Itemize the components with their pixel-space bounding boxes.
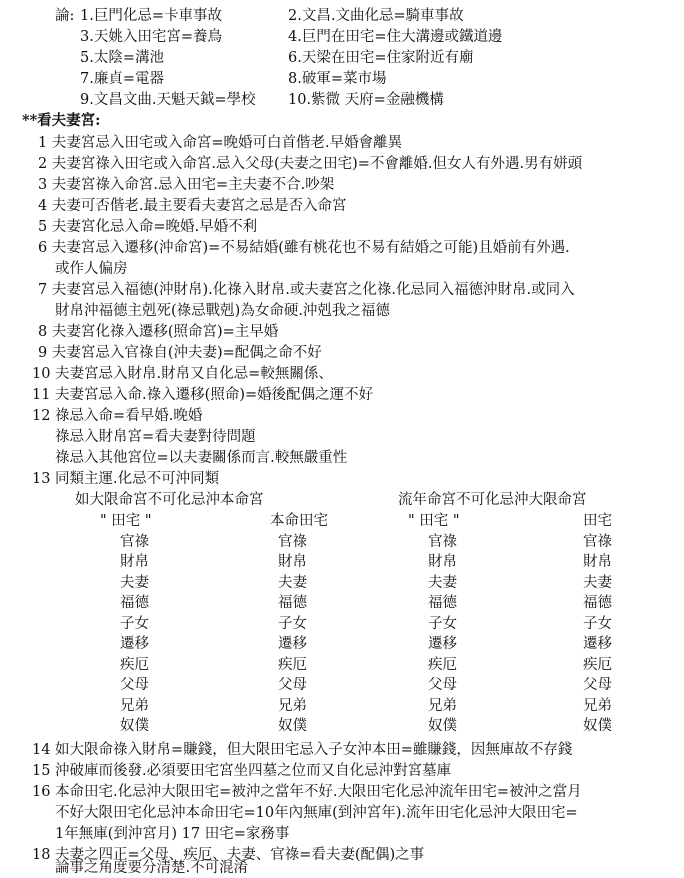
lun-item: 4.巨門在田宅=住大溝邊或鐵道邊 (288, 29, 503, 45)
table-cell: 父母 (278, 677, 307, 693)
rule-line: 8 夫妻宮化祿入遷移(照命宮)=主早婚 (38, 324, 279, 340)
table-cell: 夫妻 (120, 574, 149, 591)
table-cell: 遷移 (428, 636, 457, 652)
table-cell: " 田宅 " (408, 513, 460, 529)
table-cell: 遷移 (583, 636, 612, 652)
table-cell: 兄弟 (583, 697, 612, 714)
rule-line: 6 夫妻宮忌入遷移(沖命宮)=不易結婚(雖有桃花也不易有結婚之可能)且婚前有外遇. (38, 240, 570, 256)
table-cell: 子女 (278, 615, 307, 632)
table-left-title: 如大限命宮不可化忌沖本命宮 (75, 492, 264, 508)
rule-line: 財帛沖福德主剋死(祿忌戰剋)為女命硬.沖剋我之福德 (55, 303, 390, 319)
rule-line: 4 夫妻可否偕老.最主要看夫妻宮之忌是否入命宮 (38, 198, 347, 214)
table-cell: 兄弟 (428, 697, 457, 714)
rule-line: 15 沖破庫而後發.必須要田宅宮坐四墓之位而又自化忌沖對宮墓庫 (32, 763, 452, 779)
rule-line: 祿忌入其他宮位=以夫妻關係而言.較無嚴重性 (55, 450, 348, 466)
rule-line: 14 如大限命祿入財帛=賺錢，但大限田宅忌入子女沖本田=雖賺錢，因無庫故不存錢 (32, 742, 573, 758)
lun-item: 2.文昌.文曲化忌=騎車事故 (288, 8, 464, 24)
table-cell: 奴僕 (120, 718, 149, 734)
table-cell: 奴僕 (428, 718, 457, 734)
table-cell: 兄弟 (120, 697, 149, 714)
lun-item: 3.天姚入田宅宮=養鳥 (80, 29, 222, 45)
table-cell: 福德 (583, 595, 612, 611)
rule-line: 祿忌入財帛宮=看夫妻對待問題 (55, 429, 256, 445)
rule-line: 10 夫妻宮忌入財帛.財帛又自化忌=較無關係、 (32, 366, 333, 382)
table-cell: 父母 (583, 677, 612, 693)
table-column (408, 511, 460, 737)
rule-line: 3 夫妻宮祿入命宮.忌入田宅=主夫妻不合.吵架 (38, 177, 335, 193)
table-cell: 福德 (278, 595, 307, 611)
table-cell: 父母 (428, 677, 457, 693)
section-title: **看夫妻宮: (22, 112, 101, 129)
table-column (270, 511, 328, 737)
table-cell: 奴僕 (583, 718, 612, 734)
rule-line: 11 夫妻宮忌入命.祿入遷移(照命)=婚後配偶之運不好 (32, 387, 374, 403)
table-cell: 奴僕 (278, 718, 307, 734)
table-column (583, 511, 612, 737)
lun-item: 10.紫微 天府=金融機構 (288, 92, 444, 108)
rule-line: 1 夫妻宮忌入田宅或入命宮=晚婚可白首偕老.早婚會離異 (38, 135, 403, 151)
table-cell: 疾厄 (278, 656, 307, 673)
table-cell: 父母 (120, 677, 149, 693)
table-cell: 財帛 (583, 554, 612, 570)
rule-line: 不好大限田宅化忌沖本命田宅=10年內無庫(到沖宮年).流年田宅化忌沖大限田宅= (55, 805, 578, 821)
table-cell: 夫妻 (278, 574, 307, 591)
table-cell: 夫妻 (583, 574, 612, 591)
table-cell: 子女 (428, 615, 457, 632)
table-cell: 福德 (120, 595, 149, 611)
lun-label: 論: (55, 8, 75, 24)
rule-line: 7 夫妻宮忌入福德(沖財帛).化祿入財帛.或夫妻宮之化祿.化忌同入福德沖財帛.或同入 (38, 282, 575, 298)
table-cell: 本命田宅 (270, 513, 328, 529)
table-cell: " 田宅 " (100, 513, 152, 529)
table-cell: 官祿 (583, 533, 612, 550)
table-cell: 夫妻 (428, 574, 457, 591)
rule-line: 16 本命田宅.化忌沖大限田宅=被沖之當年不好.大限田宅化忌沖流年田宅=被沖之當月 (32, 784, 582, 800)
table-right-title: 流年命宮不可化忌沖大限命宮 (398, 492, 587, 508)
table-cell: 財帛 (428, 554, 457, 570)
rule-line: 9 夫妻宮忌入官祿自(沖夫妻)=配偶之命不好 (38, 345, 322, 361)
lun-item: 9.文昌文曲.天魁天鉞=學校 (80, 92, 256, 108)
rule-line: 13 同類主運.化忌不可沖同類 (32, 471, 220, 487)
table-cell: 疾厄 (120, 656, 149, 673)
table-cell: 遷移 (278, 636, 307, 652)
table-cell: 兄弟 (278, 697, 307, 714)
table-cell: 遷移 (120, 636, 149, 652)
rule-line: 2 夫妻宮祿入田宅或入命宮.忌入父母(夫妻之田宅)=不會離婚.但女人有外遇.男有姘頭 (38, 156, 583, 172)
rule-line: 5 夫妻宮化忌入命=晚婚.早婚不利 (38, 219, 258, 235)
lun-item: 7.廉貞=電器 (80, 71, 164, 87)
lun-item: 8.破軍=菜市場 (288, 71, 387, 87)
rule-line: 論事之角度要分清楚.不可混淆 (55, 860, 249, 876)
table-cell: 財帛 (278, 554, 307, 570)
rule-line: 或作人偏房 (55, 261, 128, 277)
rule-line: 12 祿忌入命=看早婚.晚婚 (32, 408, 203, 424)
table-cell: 福德 (428, 595, 457, 611)
rule-line: 1年無庫(到沖宮月) 17 田宅=家務事 (55, 826, 290, 842)
table-cell: 疾厄 (428, 656, 457, 673)
table-cell: 子女 (120, 615, 149, 632)
lun-item: 6.天梁在田宅=住家附近有廟 (288, 50, 474, 66)
table-cell: 財帛 (120, 554, 149, 570)
lun-item: 5.太陰=溝池 (80, 50, 164, 66)
table-cell: 官祿 (120, 533, 149, 550)
table-cell: 官祿 (278, 533, 307, 550)
lun-item: 1.巨門化忌=卡車事故 (80, 8, 222, 24)
table-column (100, 511, 152, 737)
table-cell: 官祿 (428, 533, 457, 550)
rule-line: 18 夫妻之四正=父母、疾厄、夫妻、官祿=看夫妻(配偶)之事 (32, 847, 425, 863)
table-cell: 疾厄 (583, 656, 612, 673)
table-cell: 子女 (583, 615, 612, 632)
table-cell: 田宅 (583, 513, 612, 529)
